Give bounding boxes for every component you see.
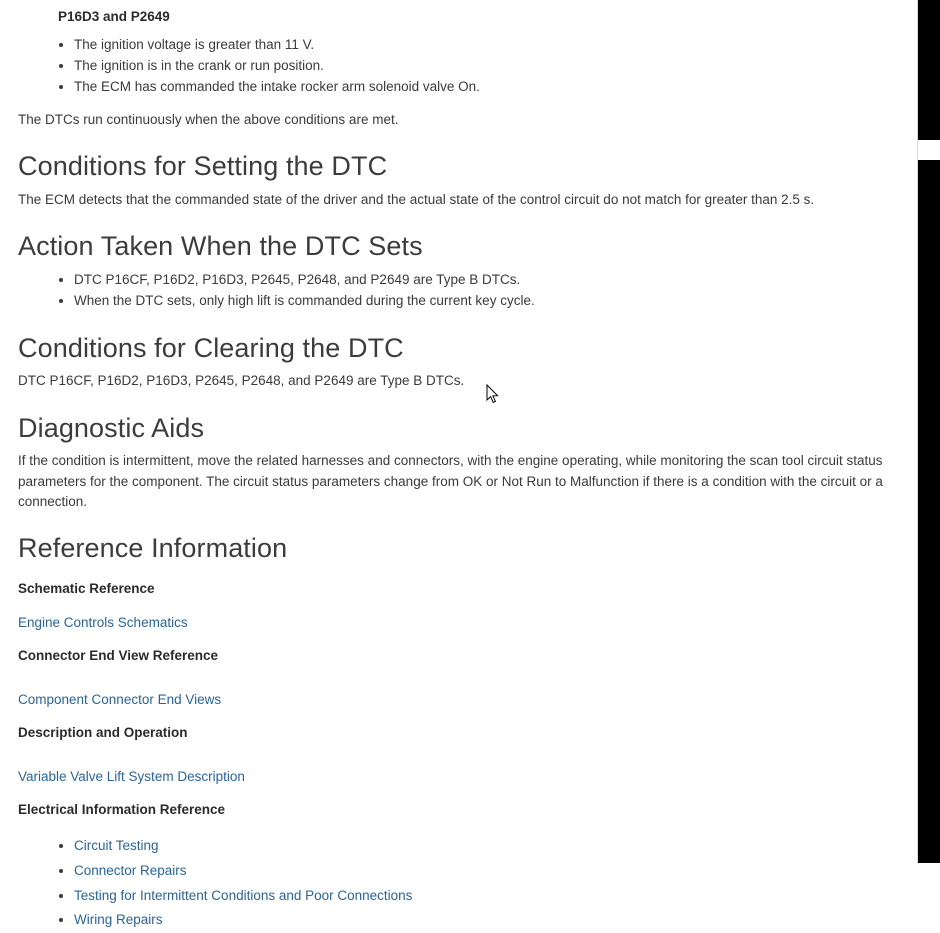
link-circuit-testing[interactable]: Circuit Testing [74, 838, 159, 854]
heading-conditions-for-setting-dtc: Conditions for Setting the DTC [18, 150, 388, 181]
label-electrical-information-reference: Electrical Information Reference [18, 802, 226, 818]
heading-action-taken-when-dtc-sets: Action Taken When the DTC Sets [18, 230, 423, 261]
heading-conditions-for-clearing-dtc: Conditions for Clearing the DTC [18, 332, 404, 363]
list-item: • The ECM has commanded the intake rocker arm solenoid valve On. [74, 77, 894, 98]
enable-conditions-note: The DTCs run continuously when the above conditions are met. [18, 111, 399, 127]
link-variable-valve-lift-system-description[interactable]: Variable Valve Lift System Description [18, 768, 245, 784]
list-item [74, 834, 894, 859]
enable-conditions-list [18, 35, 894, 98]
description-operation-link-block [18, 767, 894, 787]
link-wiring-repairs[interactable]: Wiring Repairs [74, 912, 163, 928]
window-edge-strip [918, 0, 940, 863]
link-engine-controls-schematics[interactable]: Engine Controls Schematics [18, 614, 188, 630]
list-item [74, 859, 894, 884]
diagnostic-aids-text: If the condition is intermittent, move the related harnesses and connectors, with the engine operating, while monitoring the scan tool circuit status parameters for the component. The circuit status parameters change from OK or Not Run to Malfunction if there is a condition with the circuit or a connection. [18, 453, 883, 509]
conditions-for-setting-text: The ECM detects that the commanded state of the driver and the actual state of the control circuit do not match for greater than 2.5 s. [18, 191, 815, 207]
list-item: • When the DTC sets, only high lift is commanded during the current key cycle. [74, 291, 894, 312]
electrical-information-link-list [18, 834, 894, 933]
heading-diagnostic-aids: Diagnostic Aids [18, 412, 205, 443]
label-connector-end-view-reference: Connector End View Reference [18, 647, 219, 663]
list-item: • The ignition is in the crank or run position. [74, 56, 894, 77]
link-testing-for-intermittent-conditions[interactable]: Testing for Intermittent Conditions and Poor Connections [74, 887, 413, 903]
list-item [74, 908, 894, 933]
schematic-reference-link-block [18, 613, 894, 633]
link-component-connector-end-views[interactable]: Component Connector End Views [18, 691, 222, 707]
label-schematic-reference: Schematic Reference [18, 580, 155, 596]
dtc-subtitle: P16D3 and P2649 [58, 9, 170, 24]
connector-end-view-link-block [18, 690, 894, 710]
link-connector-repairs[interactable]: Connector Repairs [74, 862, 187, 878]
heading-reference-information: Reference Information [18, 533, 288, 563]
action-taken-list [18, 270, 894, 312]
list-item [74, 884, 894, 909]
label-description-and-operation: Description and Operation [18, 725, 188, 741]
conditions-for-clearing-text: DTC P16CF, P16D2, P16D3, P2645, P2648, and P2649 are Type B DTCs. [18, 373, 465, 389]
list-item: • DTC P16CF, P16D2, P16D3, P2645, P2648, and P2649 are Type B DTCs. [74, 270, 894, 291]
list-item: • The ignition voltage is greater than 11 V. [74, 35, 894, 56]
